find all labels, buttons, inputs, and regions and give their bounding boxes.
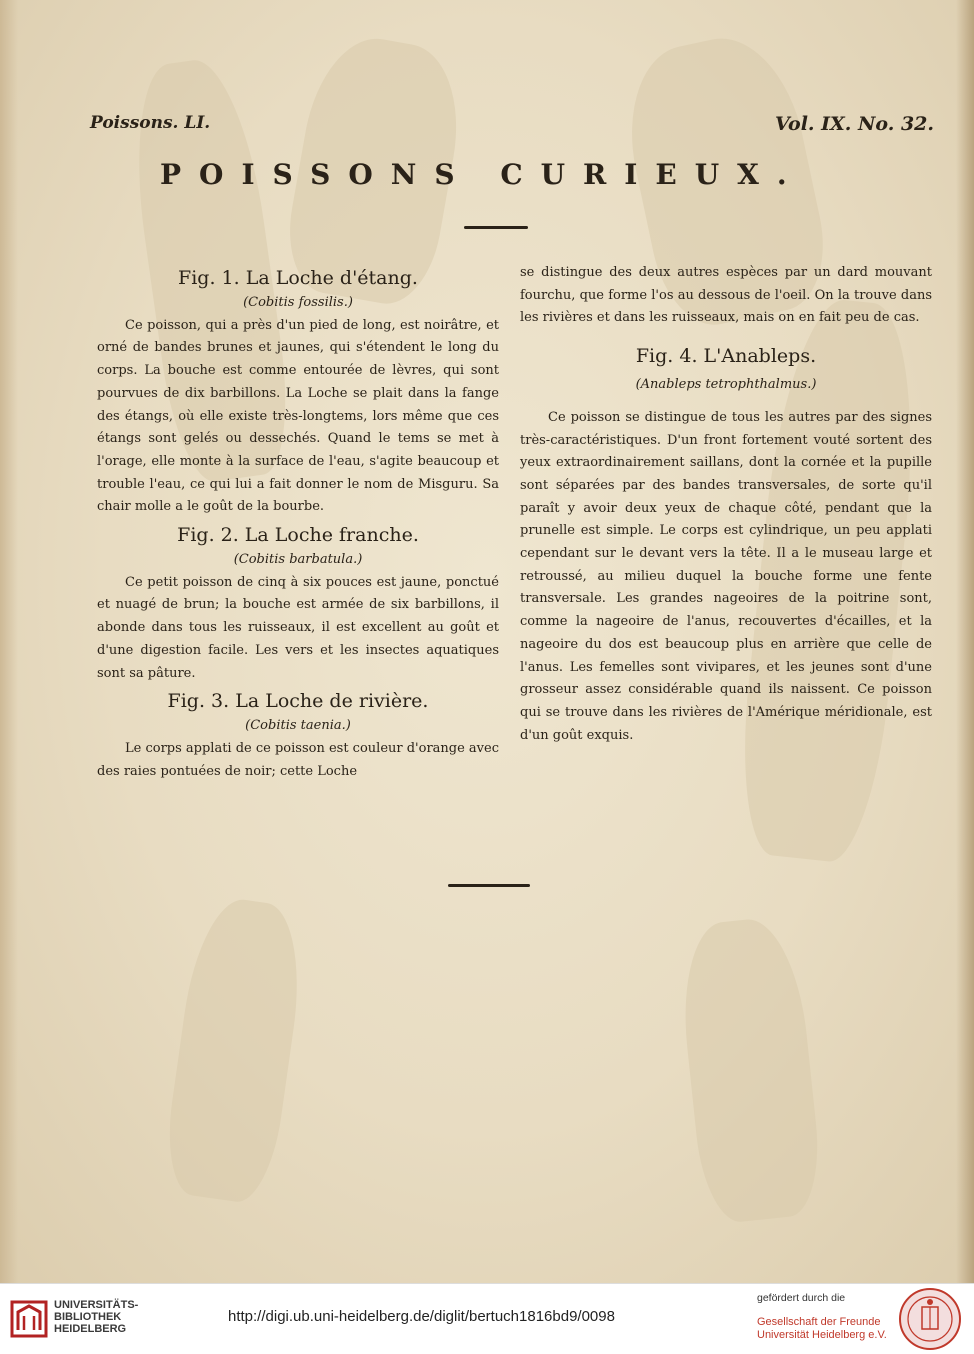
sponsor-intro: gefördert durch die (757, 1292, 846, 1304)
spacer (520, 330, 932, 340)
sponsor-name[interactable] (757, 1316, 887, 1342)
left-text-column (97, 262, 499, 783)
description-paragraph: Ce poisson se distingue de tous les autres par des signes très-caractéristiques. D'un front fortement vouté sortent des yeux extraordinairement saillans, dont la cornée et la pupille sont séparées par des bandes transversales, de sorte qu'il paraît y avoir deux yeux de chaque côté, pendant que la prunelle est simple. Le corps est cylindrique, un peu applati cependant sur le devant vers la tête. Il a le museau large et retroussé, au milieu duquel la bouche forme une fente transversale. Les grandes nageoires de la poitrine sont, comme la nageoire de l'anus, recouvertes d'écailles, et la nageoire du dos est beaucoup plus en arrière que celle de l'anus. Les femelles sont vivipares, et les jeunes sont d'une grosseur assez considérable quand ils naissent. Ce poisson qui se trouve dans les rivières de l'Amérique méridionale, est d'un goût exquis. (520, 409, 932, 743)
show-through-shape (160, 894, 311, 1206)
library-name[interactable] (54, 1299, 138, 1335)
latin-name: (Anableps tetrophthalmus.) (635, 377, 817, 393)
university-library-logo-icon[interactable] (10, 1300, 48, 1338)
description-paragraph: Ce poisson, qui a près d'un pied de long, est noirâtre, et orné de bandes brunes et jaunes, qui s'étendent le long du corps. La bouche est comme entourée de lèvres, qui sont pourvues de dix barbillons. La Loche se plait dans la fange des étangs, où elle existe très-longtems, lors même que ces étangs sont gelés ou dessechés. Quand le tems se met à l'orage, elle monte à la surface de l'eau, s'agite beaucoup et trouble l'eau, ce qui lui a fait donner le nom de Misguru. Sa chair molle a le goût de la bourbe. (97, 317, 499, 515)
page-title: POISSONS CURIEUX. (160, 158, 805, 191)
description-paragraph: Le corps applati de ce poisson est couleur d'orange avec des raies pontuées de noir; cette Loche (97, 740, 500, 779)
library-name-line: HEIDELBERG (54, 1323, 127, 1335)
library-name-line: UNIVERSITÄTS- (54, 1299, 139, 1311)
spacer (520, 397, 932, 407)
right-text-column (520, 262, 932, 747)
title-divider (464, 226, 528, 229)
viewer-footer (0, 1283, 974, 1354)
figure-heading: Fig. 1. La Loche d'étang. (178, 267, 418, 289)
library-name-line: BIBLIOTHEK (54, 1311, 122, 1323)
figure-heading: Fig. 2. La Loche franche. (177, 524, 419, 547)
latin-name: (Cobitis fossilis.) (243, 295, 353, 310)
figure-heading: Fig. 4. L'Anableps. (635, 345, 817, 368)
figure-heading: Fig. 3. La Loche de rivière. (167, 690, 429, 713)
sponsor-name-line: Universität Heidelberg e.V. (757, 1329, 887, 1341)
description-paragraph: se distingue des deux autres espèces par un dard mouvant fourchu, que forme l'os au dessous de l'oeil. On la trouve dans les rivières et dans les ruisseaux, mais on en fait peu de cas. (520, 265, 932, 326)
description-paragraph: Ce petit poisson de cinq à six pouces est jaune, ponctué et nuagé de brun; la bouche est armée de six barbillons, il abonde dans tous les ruisseaux, il est excellent au goût et d'une digestion facile. Les vers et les insectes aquatiques sont sa pâture. (97, 574, 499, 681)
page-edge-shadow-right (956, 0, 974, 1283)
end-divider (448, 884, 530, 887)
plate-series-label: Poissons. LI. (90, 113, 211, 133)
latin-name: (Cobitis barbatula.) (233, 552, 363, 568)
page-edge-shadow-left (0, 0, 18, 1283)
volume-number-label: Vol. IX. No. 32. (775, 113, 934, 135)
university-seal-icon (898, 1287, 962, 1351)
sponsor-name-line: Gesellschaft der Freunde (757, 1316, 881, 1328)
latin-name: (Cobitis taenia.) (245, 718, 351, 734)
permalink-url[interactable]: http://digi.ub.uni-heidelberg.de/diglit/bertuch1816bd9/0098 (228, 1308, 615, 1325)
show-through-shape (675, 915, 826, 1226)
